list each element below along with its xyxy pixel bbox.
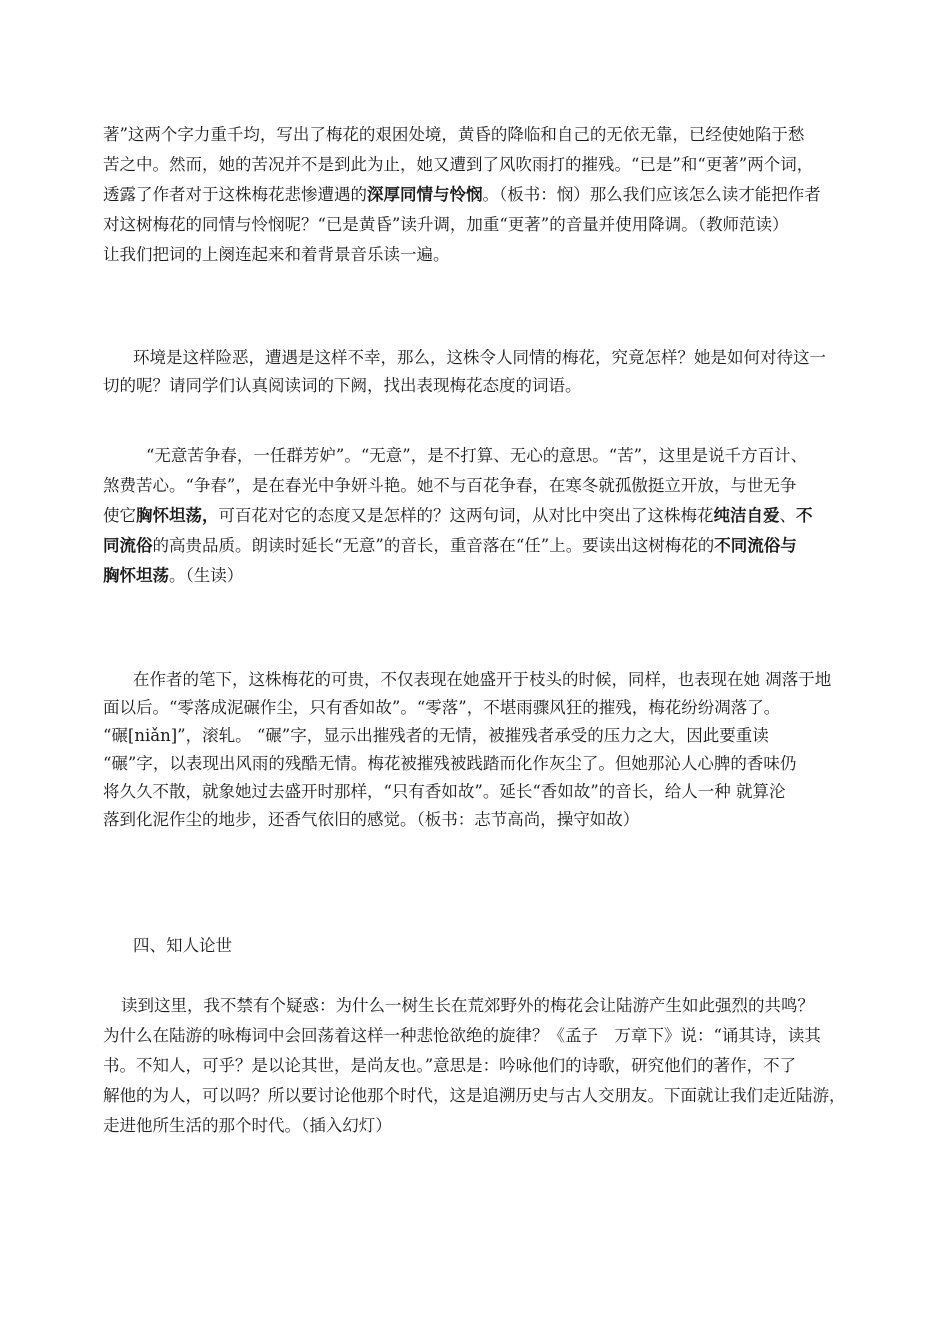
- text-line: [103, 180, 863, 210]
- text-run: 四、知人论世: [133, 936, 232, 955]
- text-run: 为什么在陆游的咏梅词中会回荡着这样一种悲怆欲绝的旋律？《孟子 万章下》说：“诵其诗，读其: [103, 1026, 821, 1045]
- text-run: 在作者的笔下，这株梅花的可贵，不仅表现在她盛开于枝头的时候，同样，也表现在她 凋落于地: [133, 670, 832, 689]
- text-line: [103, 1021, 863, 1051]
- text-line: [103, 210, 863, 240]
- text-run: 让我们把词的上阕连起来和着背景音乐读一遍。: [103, 245, 450, 264]
- text-line: [103, 1051, 863, 1081]
- paragraph-5: [103, 991, 863, 1141]
- text-line: [103, 778, 863, 806]
- text-run: 使它: [103, 506, 136, 525]
- text-line: [103, 344, 863, 372]
- bold-text-run: 胸怀坦荡，: [136, 506, 219, 525]
- text-run: 面以后。“零落成泥碾作尘，只有香如故”。“零落”，不堪雨骤风狂的摧残，梅花纷纷凋落了。: [103, 698, 781, 717]
- text-run: 走进他所生活的那个时代。（插入幻灯）: [103, 1116, 392, 1135]
- text-line: [103, 694, 863, 722]
- text-line: [103, 806, 863, 834]
- text-run: 读到这里，我不禁有个疑惑：为什么一树生长在荒郊野外的梅花会让陆游产生如此强烈的共鸣？: [121, 996, 814, 1015]
- bold-text-run: 胸怀坦荡: [103, 566, 169, 585]
- section-heading: [103, 932, 863, 960]
- paragraph-4: [103, 666, 863, 834]
- text-run: 切的呢？请同学们认真阅读词的下阙，找出表现梅花态度的词语。: [103, 376, 582, 395]
- text-line: [103, 561, 863, 591]
- text-line: [103, 501, 863, 531]
- bold-text-run: 深厚同情与怜悯: [367, 185, 483, 204]
- text-run: 的高贵品质。朗读时延长“无意”的音长，重音落在“任”上。要读出这树梅花的: [152, 536, 715, 555]
- text-run: 透露了作者对于这株梅花悲惨遭遇的: [103, 185, 367, 204]
- text-line: [103, 471, 863, 501]
- text-line: [103, 722, 863, 750]
- text-line: [103, 1081, 863, 1111]
- text-run: 将久久不散，就象她过去盛开时那样，“只有香如故”。延长“香如故”的音长，给人一种 就算沦: [103, 782, 786, 801]
- text-line: [103, 372, 863, 400]
- text-run: “碾[niǎn]”，滚轧。 “碾”字，显示出摧残者的无情，被摧残者承受的压力之大，因此要重读: [103, 726, 769, 745]
- paragraph-1: [103, 120, 863, 270]
- text-run: 环境是这样险恶，遭遇是这样不幸，那么，这株令人同情的梅花，究竟怎样？她是如何对待这一: [133, 348, 826, 367]
- text-run: 落到化泥作尘的地步，还香气依旧的感觉。（板书：志节高尚，操守如故）: [103, 810, 640, 829]
- text-run: 著”这两个字力重千均，写出了梅花的艰困处境，黄昏的降临和自己的无依无靠，已经使她陷于愁: [103, 125, 805, 144]
- text-line: [103, 1111, 863, 1141]
- bold-text-run: 纯洁自爱: [713, 506, 780, 525]
- text-run: 解他的为人，可以吗？所以要讨论他那个时代，这是追溯历史与古人交朋友。下面就让我们走近陆游，: [103, 1086, 846, 1105]
- text-run: 可百花对它的态度又是怎样的？这两句词，从对比中突出了这株梅花: [218, 506, 714, 525]
- paragraph-3: [103, 441, 863, 591]
- bold-text-run: 不: [796, 506, 813, 525]
- text-line: [103, 150, 863, 180]
- bold-text-run: 同流俗: [103, 536, 153, 555]
- text-run: 、: [779, 506, 796, 525]
- text-run: “无意苦争春，一任群芳妒”。“无意”，是不打算、无心的意思。“苦”，这里是说千方百计、: [146, 446, 808, 465]
- text-run: 书。不知人，可乎？是以论其世，是尚友也。”意思是：吟咏他们的诗歌，研究他们的著作，不了: [103, 1056, 797, 1075]
- text-run: 煞费苦心。“争春”，是在春光中争妍斗艳。她不与百花争春，在寒冬就孤傲挺立开放，与世无争: [103, 476, 797, 495]
- text-run: 对这树梅花的同情与怜悯呢？“已是黄昏”读升调，加重“更著”的音量并使用降调。（教师范读）: [103, 215, 789, 234]
- text-run: 苦之中。然而，她的苦况并不是到此为止，她又遭到了风吹雨打的摧残。“已是”和“更著”两个词，: [103, 155, 814, 174]
- text-run: 。（生读）: [169, 566, 244, 585]
- text-line: [103, 750, 863, 778]
- text-line: [103, 531, 863, 561]
- text-line: [103, 120, 863, 150]
- text-line: [103, 240, 863, 270]
- paragraph-2: [103, 344, 863, 400]
- text-run: 。（板书：悯）那么我们应该怎么读才能把作者: [482, 185, 821, 204]
- text-line: [103, 932, 863, 960]
- text-run: “碾”字，以表现出风雨的残酷无情。梅花被摧残被践踏而化作灰尘了。但她那沁人心脾的香味仍: [103, 754, 797, 773]
- text-line: [103, 991, 863, 1021]
- text-line: [103, 441, 863, 471]
- text-line: [103, 666, 863, 694]
- bold-text-run: 不同流俗与: [714, 536, 797, 555]
